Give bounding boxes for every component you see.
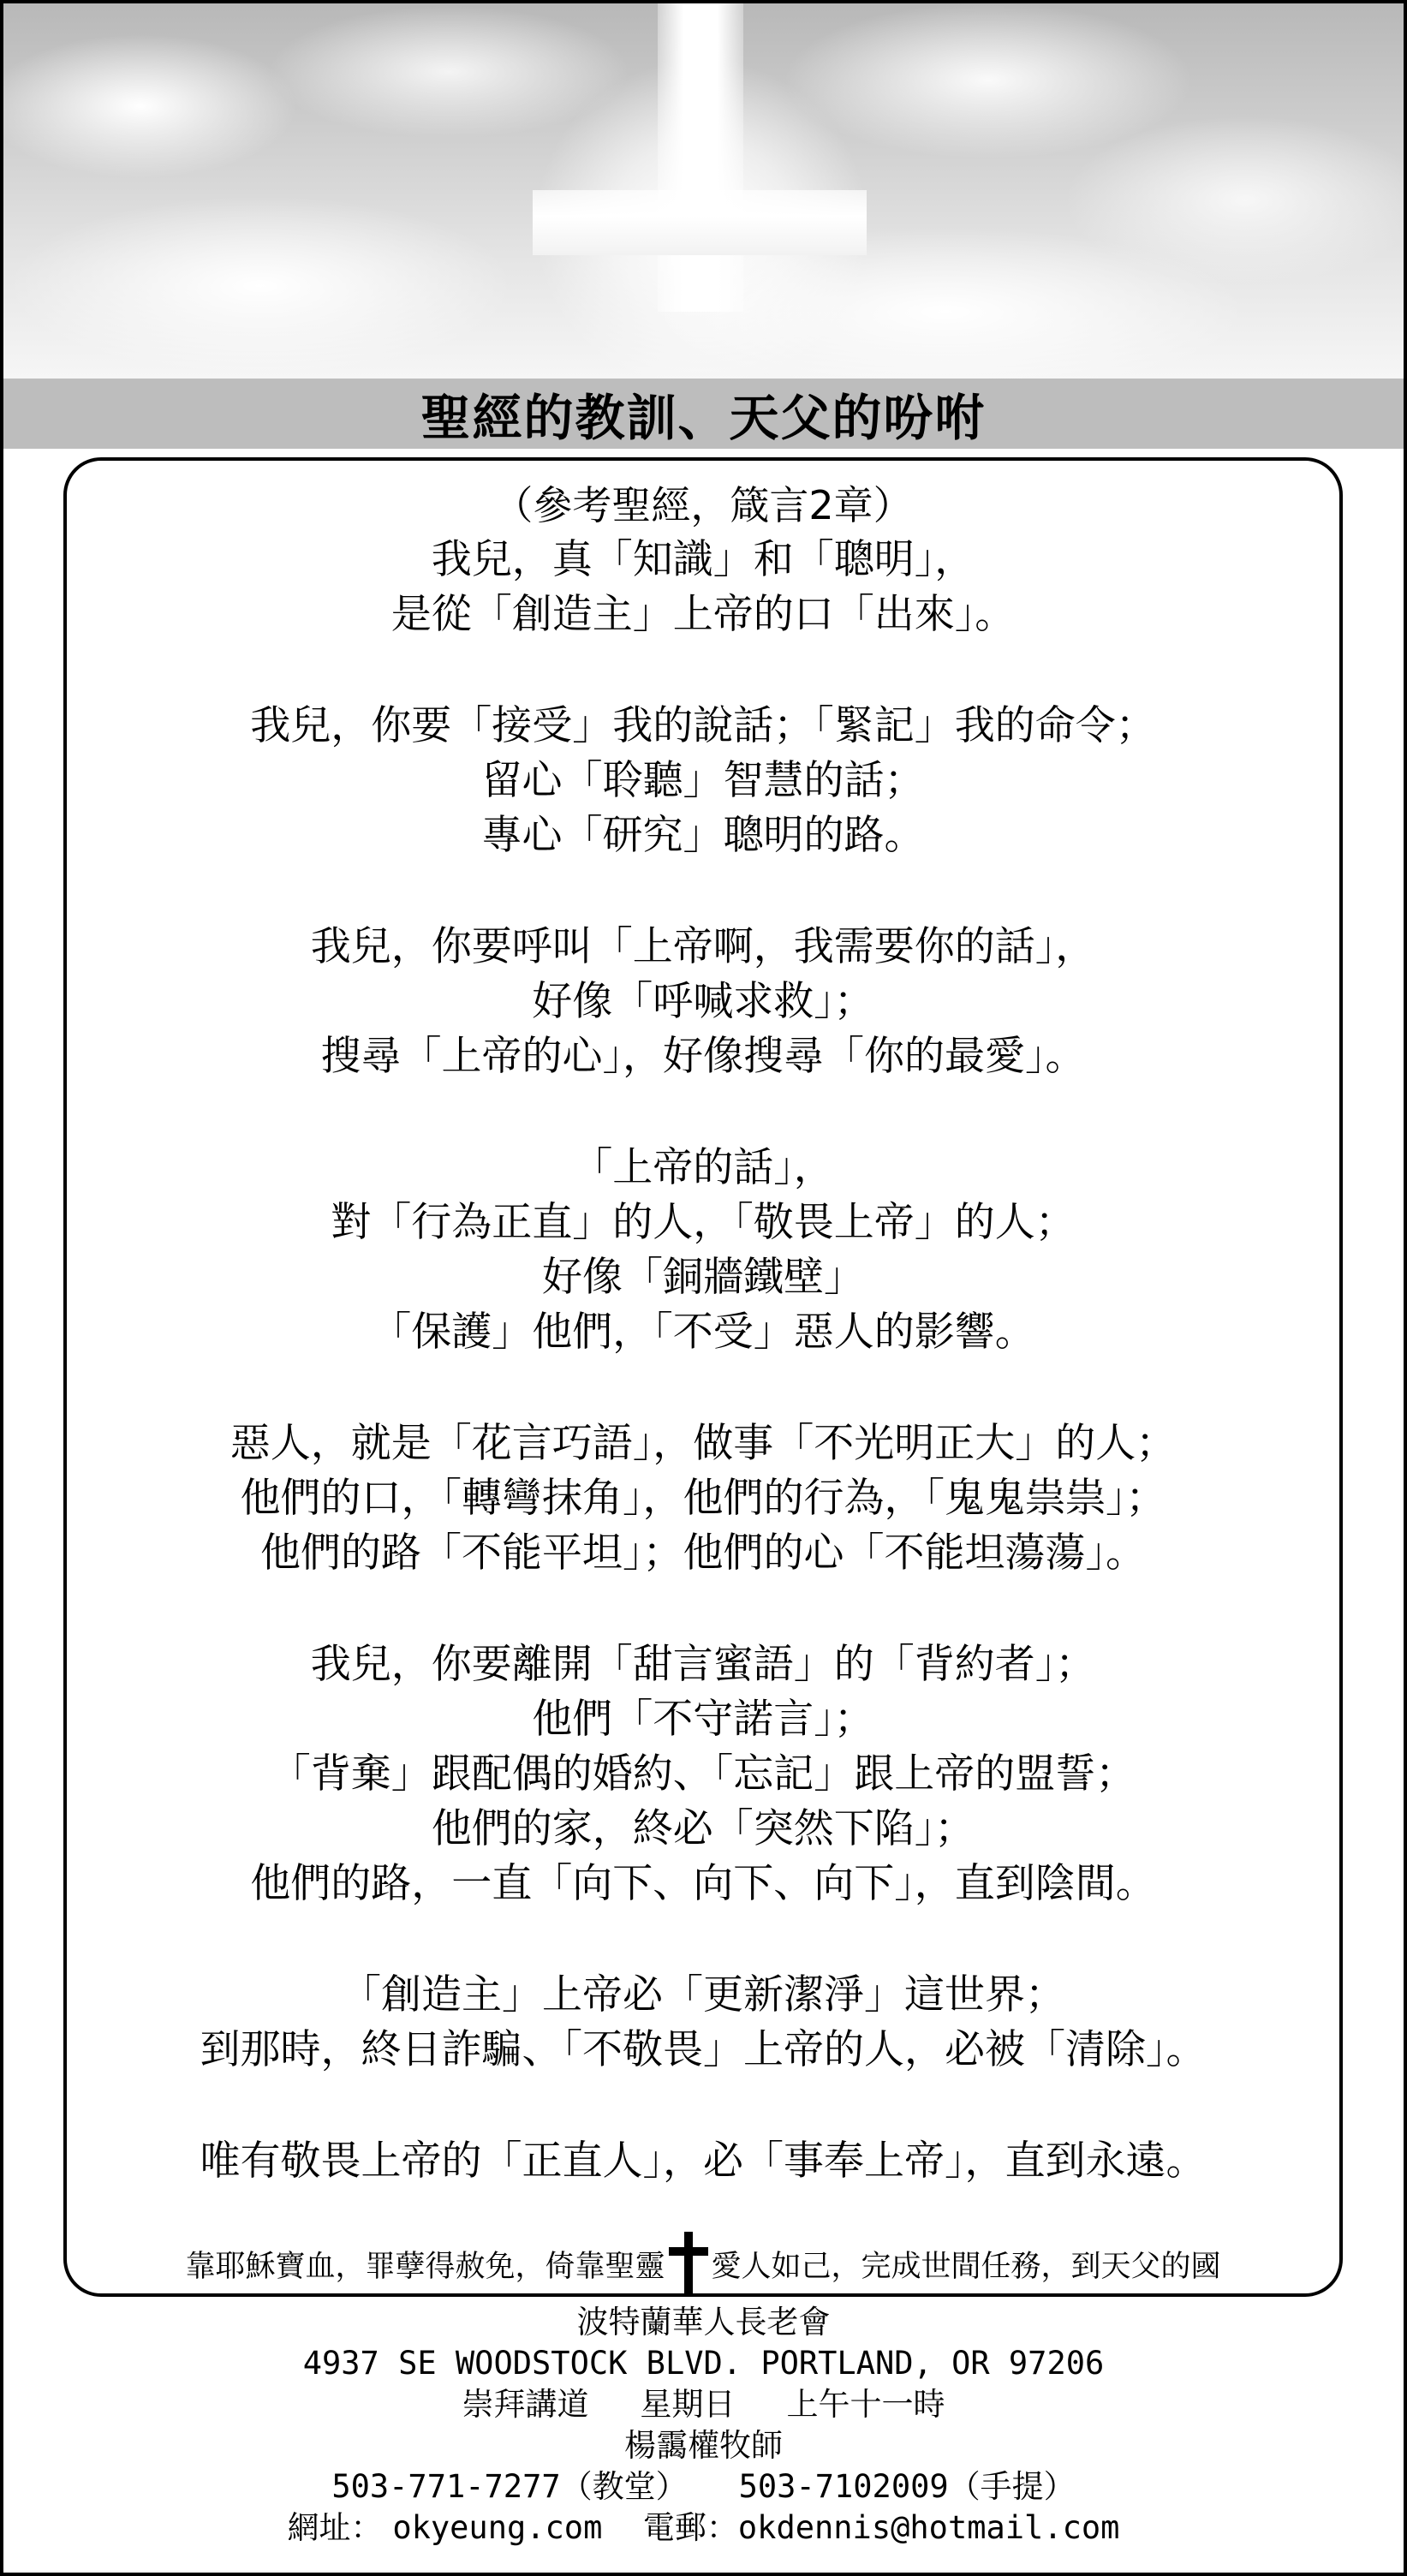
verse-line: 「背棄」跟配偶的婚約、「忘記」跟上帝的盟誓； — [270, 1750, 1136, 1798]
faith-motto — [67, 2232, 1339, 2297]
verse-line: 他們的家，終必「突然下陷」； — [431, 1805, 975, 1852]
service-time: 上午十一時 — [786, 2386, 945, 2423]
stanza — [67, 1968, 1339, 2078]
stanza — [67, 920, 1339, 1084]
page-title: 聖經的教訓、天父的吩咐 — [420, 389, 987, 447]
verse-line: 好像「呼喊求救」； — [532, 978, 874, 1025]
verse-line: 好像「銅牆鐵壁」 — [542, 1254, 864, 1301]
scripture-reference: （參考聖經，箴言2章） — [493, 482, 913, 528]
verse-line: 「保護」他們，「不受」惡人的影響。 — [371, 1309, 1035, 1356]
verse-line: 我兒，你要呼叫「上帝啊，我需要你的話」， — [310, 923, 1096, 970]
church-name: 波特蘭華人長老會 — [576, 2304, 831, 2340]
website-label: 網址： — [287, 2509, 383, 2546]
verse-line: 我兒，你要「接受」我的說話；「緊記」我的命令； — [250, 702, 1156, 749]
verse-line: 我兒，你要離開「甜言蜜語」的「背約者」； — [310, 1641, 1096, 1688]
church-info — [3, 2302, 1404, 2549]
verse-line: 唯有敬畏上帝的「正直人」，必「事奉上帝」，直到永遠。 — [200, 2138, 1207, 2185]
glowing-cross-icon — [658, 3, 743, 312]
stanza — [67, 1141, 1339, 1360]
stanza — [67, 1416, 1339, 1581]
title-bar — [3, 379, 1404, 449]
stanza — [67, 699, 1339, 863]
stanza — [67, 533, 1339, 642]
stanza — [67, 2134, 1339, 2189]
verse-line: 是從「創造主」上帝的口「出來」。 — [391, 591, 1016, 638]
scripture-body — [67, 478, 1339, 2245]
mobile-phone: 503-7102009（手提） — [738, 2468, 1076, 2505]
verse-line: 他們「不守諾言」； — [532, 1696, 874, 1743]
verse-line: 「上帝的話」， — [572, 1144, 834, 1191]
scripture-panel — [63, 457, 1343, 2297]
verse-line: 專心「研究」聰明的路。 — [481, 812, 925, 859]
email-link[interactable]: okdennis@hotmail.com — [737, 2509, 1120, 2546]
cross-icon — [669, 2232, 708, 2297]
stanza — [67, 1637, 1339, 1911]
web-contacts — [3, 2507, 1404, 2549]
verse-line: 他們的路「不能平坦」；他們的心「不能坦蕩蕩」。 — [260, 1530, 1146, 1577]
pastor-name: 楊靄權牧師 — [624, 2427, 783, 2464]
verse-line: 他們的路，一直「向下、向下、向下」，直到陰間。 — [250, 1860, 1156, 1907]
verse-line: 對「行為正直」的人，「敬畏上帝」的人； — [331, 1199, 1076, 1246]
verse-line: 惡人，就是「花言巧語」，做事「不光明正大」的人； — [230, 1420, 1177, 1467]
glowing-cross-arm — [533, 190, 867, 255]
email-label: 電郵： — [642, 2509, 738, 2546]
church-phone: 503-771-7277（教堂） — [331, 2468, 688, 2505]
verse-line: 他們的口，「轉彎抹角」，他們的行為，「鬼鬼祟祟」； — [240, 1475, 1166, 1522]
service-label: 崇拜講道 — [462, 2386, 589, 2423]
verse-line: 我兒，真「知識」和「聰明」， — [431, 536, 975, 583]
verse-line: 「創造主」上帝必「更新潔淨」這世界； — [341, 1971, 1065, 2018]
phone-numbers — [3, 2466, 1404, 2507]
faith-motto-left: 靠耶穌寶血，罪孽得赦免，倚靠聖靈 — [185, 2250, 665, 2284]
church-address: 4937 SE WOODSTOCK BLVD. PORTLAND, OR 97206 — [302, 2345, 1105, 2382]
faith-motto-right: 愛人如己，完成世間任務，到天父的國 — [711, 2250, 1221, 2284]
service-times — [3, 2384, 1404, 2425]
service-day: 星期日 — [640, 2386, 736, 2423]
verse-line: 留心「聆聽」智慧的話； — [481, 757, 925, 804]
verse-line: 搜尋「上帝的心」，好像搜尋「你的最愛」。 — [320, 1033, 1086, 1080]
website-link[interactable]: okyeung.com — [392, 2509, 603, 2546]
verse-line: 到那時，終日詐騙、「不敬畏」上帝的人，必被「清除」。 — [200, 2026, 1207, 2073]
